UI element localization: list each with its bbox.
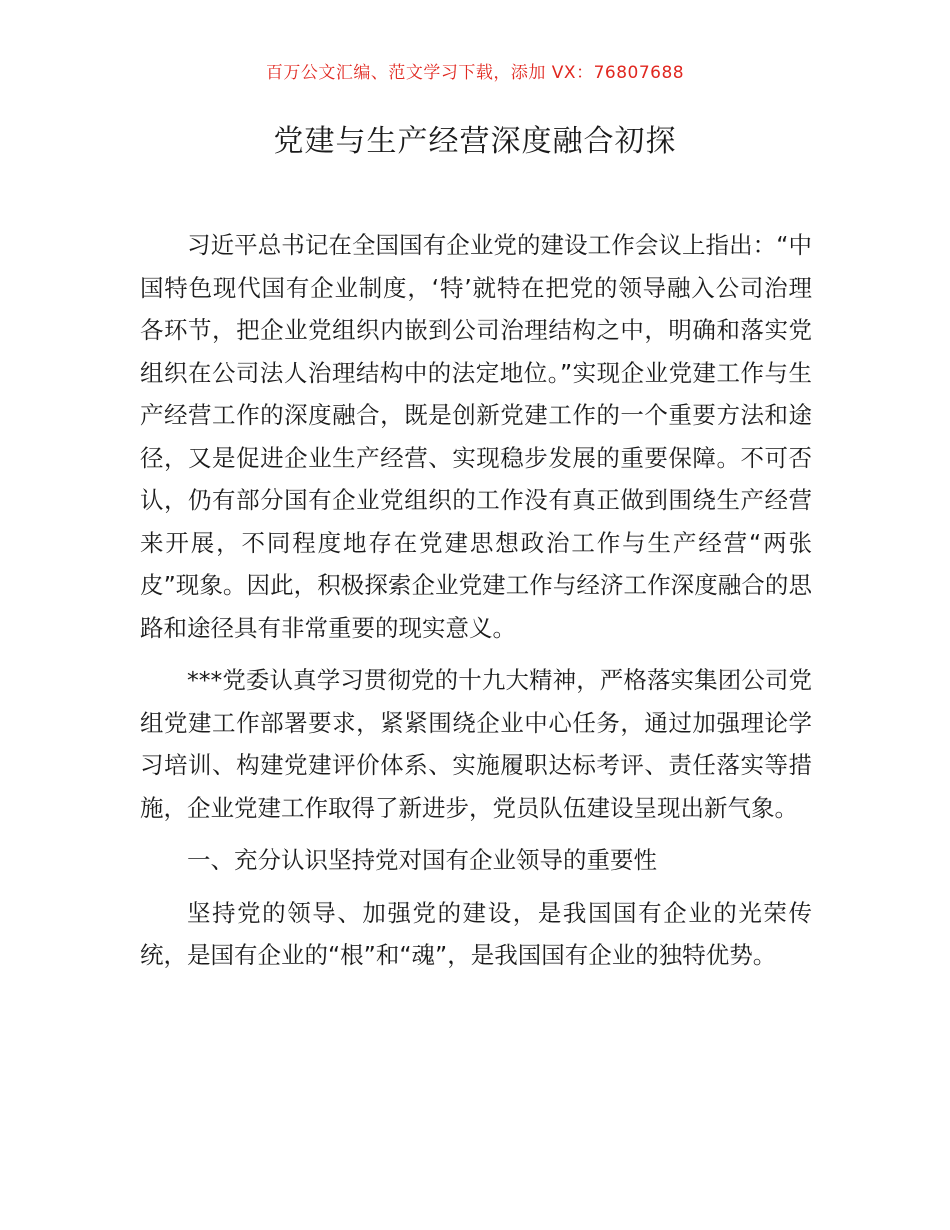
body-paragraph: 习近平总书记在全国国有企业党的建设工作会议上指出：“中国特色现代国有企业制度，‘特’就特在把党的领导融入公司治理各环节，把企业党组织内嵌到公司治理结构之中，明确和落实党组织在公司法人治理结构中的法定地位。”实现企业党建工作与生产经营工作的深度融合，既是创新党建工作的一个重要方法和途径，又是促进企业生产经营、实现稳步发展的重要保障。不可否认，仍有部分国有企业党组织的工作没有真正做到围绕生产经营来开展，不同程度地存在党建思想政治工作与生产经营“两张皮”现象。因此，积极探索企业党建工作与经济工作深度融合的思路和途径具有非常重要的现实意义。 bbox=[140, 231, 812, 642]
document-body bbox=[140, 224, 812, 987]
header-note: 百万公文汇编、范文学习下载，添加 VX：76807688 bbox=[265, 63, 685, 83]
section-paragraph: 坚持党的领导、加强党的建设，是我国国有企业的光荣传统，是国有企业的“根”和“魂”，是我国国有企业的独特优势。 bbox=[140, 898, 812, 969]
section-heading: 一、充分认识坚持党对国有企业领导的重要性 bbox=[187, 846, 657, 874]
body-paragraph: ***党委认真学习贯彻党的十九大精神，严格落实集团公司党组党建工作部署要求，紧紧围绕企业中心任务，通过加强理论学习培训、构建党建评价体系、实施履职达标考评、责任落实等措施，企业党建工作取得了新进步，党员队伍建设呈现出新气象。 bbox=[140, 666, 812, 822]
document-title: 党建与生产经营深度融合初探 bbox=[273, 124, 677, 159]
